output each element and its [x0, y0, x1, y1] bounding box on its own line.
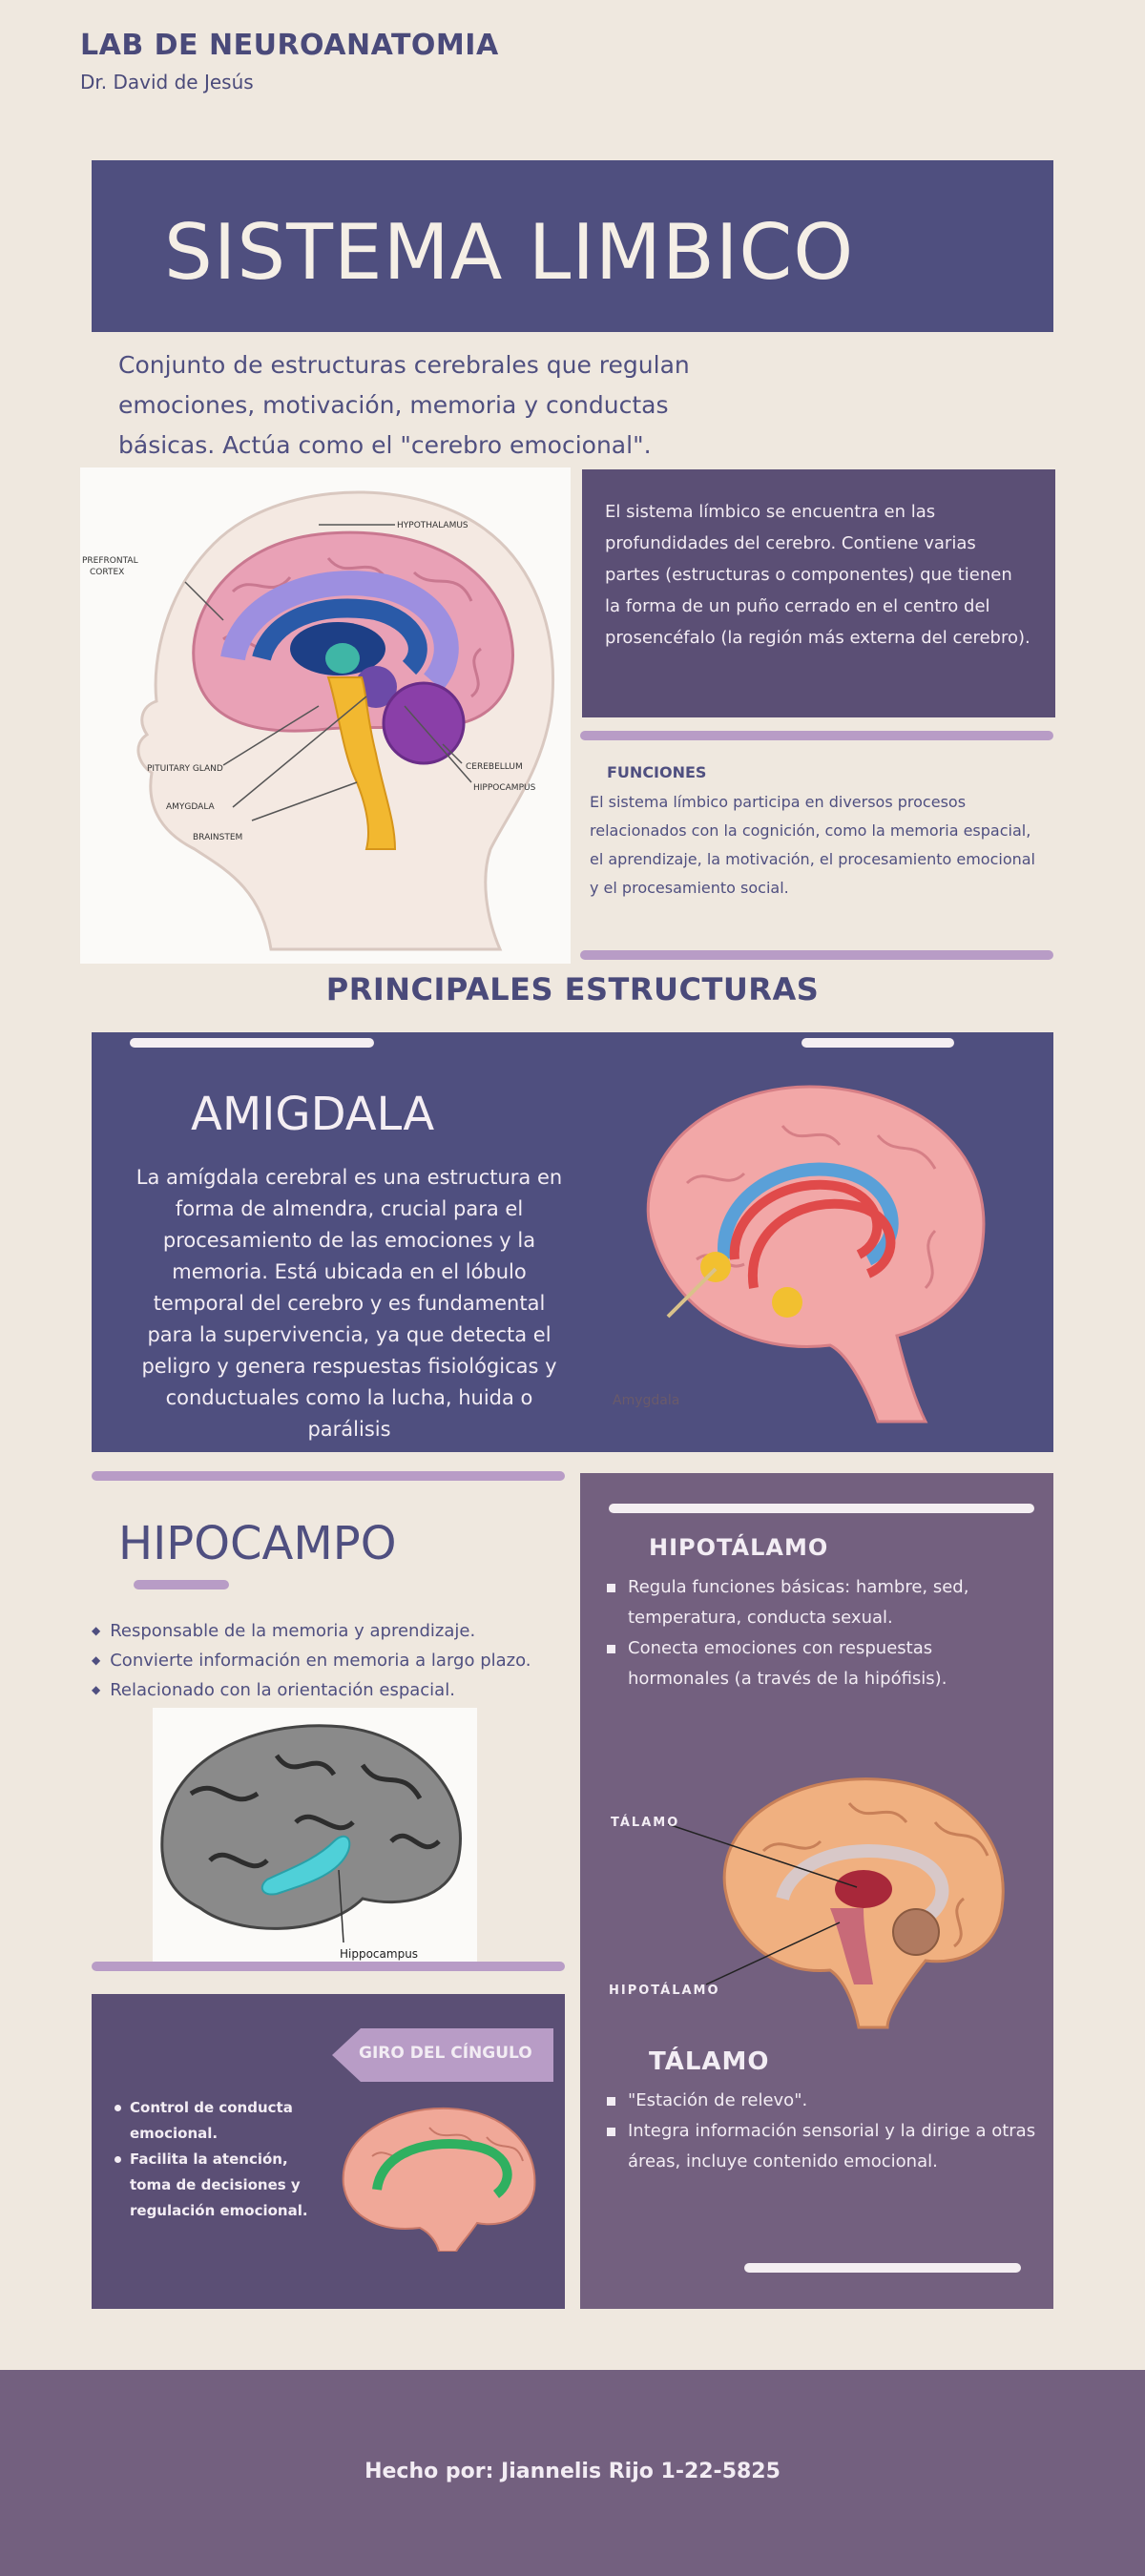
list-item: Conecta emociones con respuestas hormonales (a través de la hipófisis). — [607, 1633, 1036, 1694]
divider — [580, 731, 1053, 740]
hipotalamo-image-label: HIPOTÁLAMO — [609, 1984, 720, 1998]
hipotalamo-title: HIPOTÁLAMO — [649, 1534, 829, 1561]
title-underline — [134, 1580, 229, 1589]
decor-bar — [802, 1038, 954, 1048]
label-amygdala: AMYGDALA — [166, 802, 215, 812]
decor-bar — [744, 2263, 1021, 2273]
footer-credit: Hecho por: Jiannelis Rijo 1-22-5825 — [364, 2460, 781, 2483]
author-name: Dr. David de Jesús — [80, 71, 254, 93]
cingulo-title: GIRO DEL CÍNGULO — [359, 2044, 532, 2063]
decor-bar — [130, 1038, 374, 1048]
list-item: Regula funciones básicas: hambre, sed, temperatura, conducta sexual. — [607, 1572, 1036, 1633]
decor-bar — [609, 1504, 1034, 1513]
hipocampo-list — [92, 1616, 588, 1705]
hipocampo-title: HIPOCAMPO — [118, 1517, 397, 1570]
cingulo-list — [114, 2095, 334, 2224]
intro-text: Conjunto de estructuras cerebrales que regulan emociones, motivación, memoria y conductas básicas. Actúa como el "cerebro emocional". — [118, 351, 690, 459]
funciones-text: El sistema límbico participa en diversos procesos relacionados con la cognición, como la memoria espacial, el aprendizaje, la motivación, el procesamiento emocional y el procesamiento social. — [590, 793, 1035, 897]
thalamus-hypothalamus-illustration — [601, 1765, 1040, 2032]
list-item: Facilita la atención, toma de decisiones y regulación emocional. — [114, 2147, 334, 2224]
talamo-image-label: TÁLAMO — [611, 1816, 680, 1830]
label-pituitary: PITUITARY GLAND — [147, 764, 223, 774]
amygdala-illustration — [611, 1069, 1011, 1431]
divider — [580, 950, 1053, 960]
list-item: "Estación de relevo". — [607, 2086, 1036, 2116]
talamo-title: TÁLAMO — [649, 2047, 770, 2076]
limbic-brain-illustration — [80, 467, 571, 964]
cingulate-gyrus-illustration — [334, 2099, 544, 2252]
list-item: Control de conducta emocional. — [114, 2095, 334, 2147]
label-cortex: CORTEX — [90, 568, 125, 577]
hippocampus-image-label: Hippocampus — [340, 1947, 419, 1961]
hipotalamo-list — [607, 1572, 1036, 1694]
list-item: ◆ Relacionado con la orientación espacial. — [92, 1675, 588, 1705]
divider — [92, 1962, 565, 1971]
label-brainstem: BRAINSTEM — [193, 833, 243, 842]
divider — [92, 1471, 565, 1481]
label-cerebellum: CEREBELLUM — [466, 762, 523, 772]
list-item: ◆ Responsable de la memoria y aprendizaje. — [92, 1616, 588, 1646]
label-hippocampus: HIPPOCAMPUS — [473, 783, 536, 793]
section-title: PRINCIPALES ESTRUCTURAS — [325, 971, 820, 1008]
talamo-list — [607, 2086, 1036, 2177]
list-item: Integra información sensorial y la dirige a otras áreas, incluye contenido emocional. — [607, 2116, 1036, 2177]
list-item: ◆ Convierte información en memoria a largo plazo. — [92, 1646, 588, 1675]
hippocampus-illustration — [153, 1708, 477, 1965]
label-hypothalamus: HYPOTHALAMUS — [397, 521, 468, 530]
amigdala-text: La amígdala cerebral es una estructura en forma de almendra, crucial para el procesamiento de las emociones y la memoria. Está ubicada en el lóbulo temporal del cerebro y es fundamental para la supervivencia, ya que detecta el peligro y genera respuestas fisiológicas y conductuales como la lucha, huida o parálisis — [135, 1166, 563, 1441]
location-info-box: El sistema límbico se encuentra en las profundidades del cerebro. Contiene varias partes (estructuras o componentes) que tienen la forma de un puño cerrado en el centro del prosencéfalo (la región más externa del cerebro). — [582, 469, 1055, 717]
funciones-title: FUNCIONES — [607, 763, 707, 781]
amygdala-image-label: Amygdala — [613, 1393, 680, 1408]
amigdala-title: AMIGDALA — [191, 1088, 435, 1141]
lab-title: LAB DE NEUROANATOMIA — [80, 29, 499, 62]
title-banner — [92, 160, 1053, 332]
page-title: SISTEMA LIMBICO — [164, 208, 855, 297]
label-prefrontal: PREFRONTAL — [82, 556, 138, 566]
